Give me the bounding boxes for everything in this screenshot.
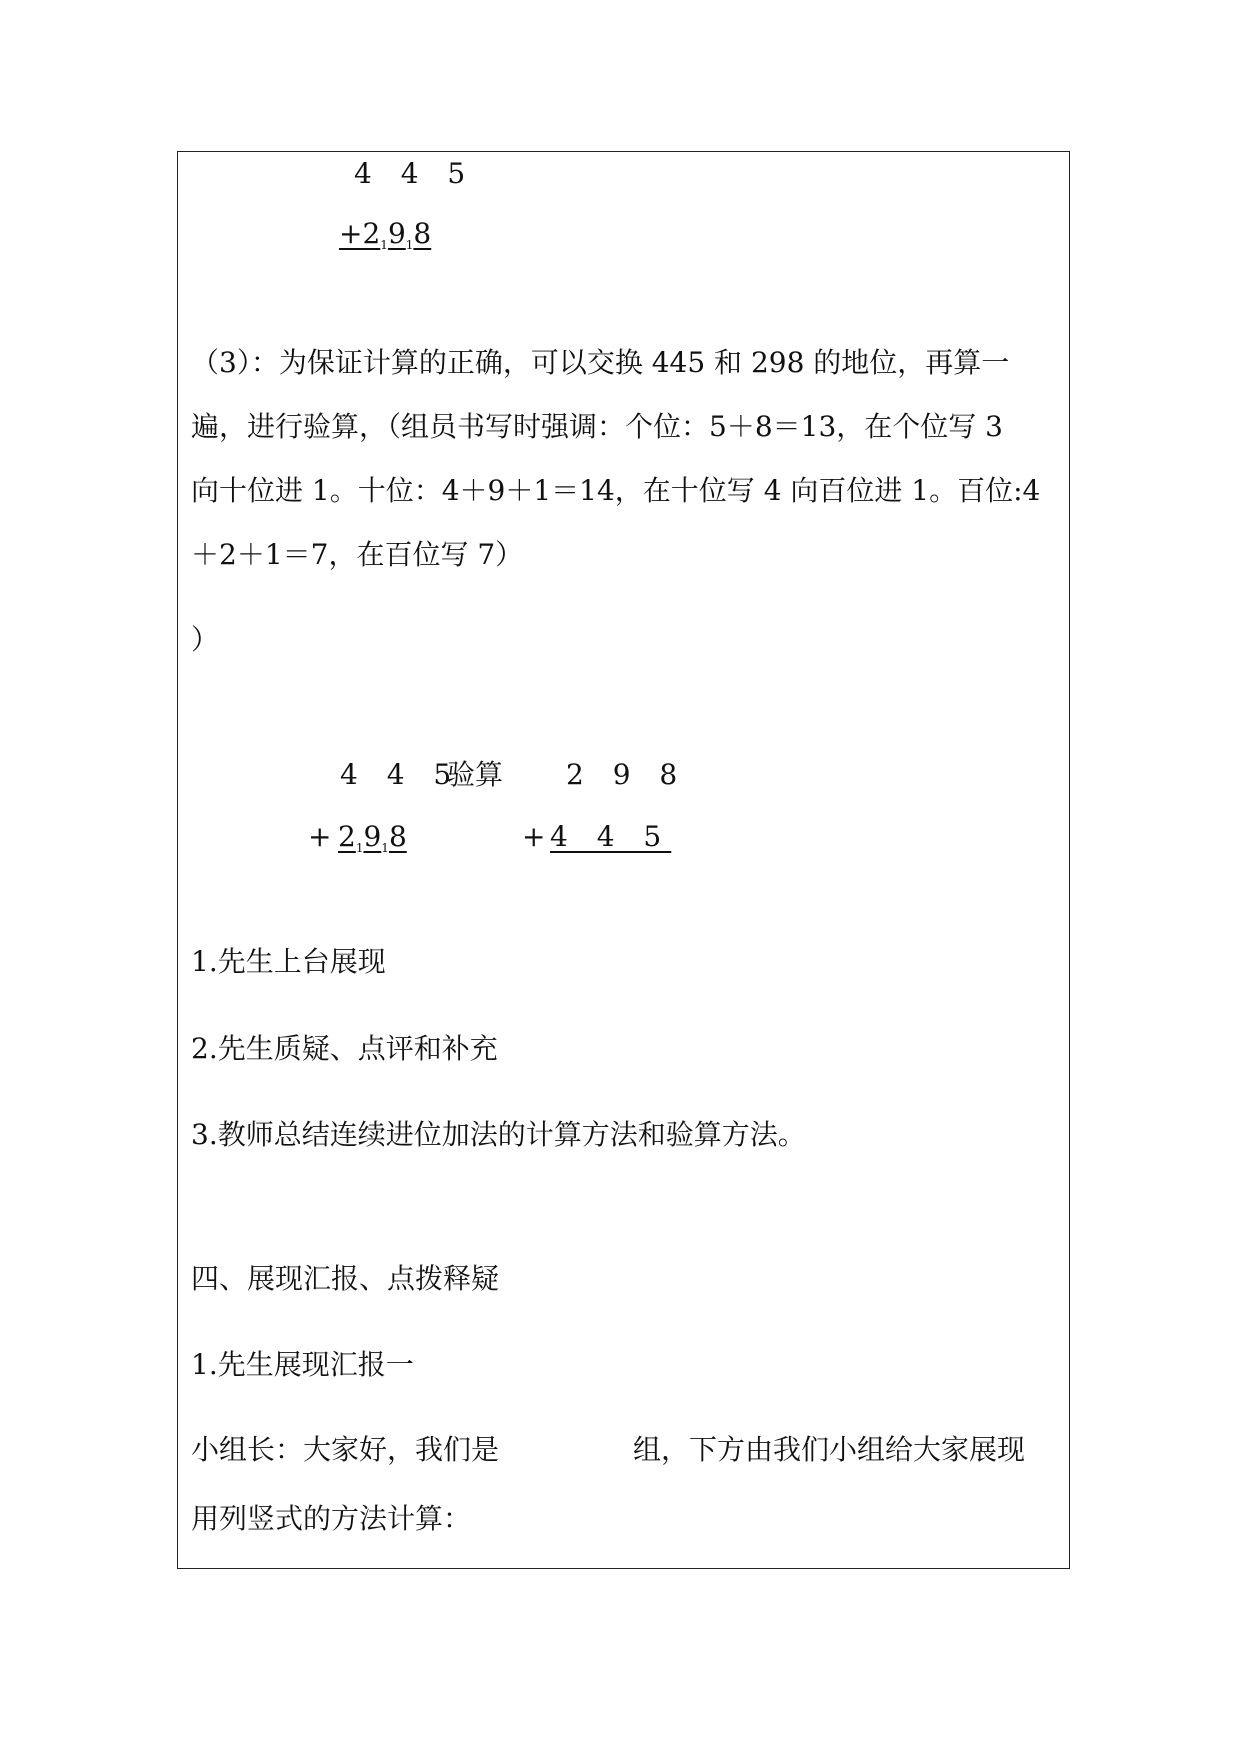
digit: 9 <box>387 217 406 250</box>
step-item: 3.教师总结连续进位加法的计算方法和验算方法。 <box>191 1118 806 1151</box>
section-heading: 四、展现汇报、点拨释疑 <box>191 1262 500 1295</box>
digit: 8 <box>413 217 432 250</box>
calc2-left-top: 4 4 5 <box>340 758 462 791</box>
section-item: 1.先生展现汇报一 <box>191 1348 414 1381</box>
carry-mark: 1 <box>405 238 414 252</box>
leader-text: 组，下方由我们小组给大家展现 <box>633 1433 1026 1466</box>
calc2-right-addend: 4 4 5 <box>550 820 672 853</box>
calc2-right-plus: + <box>522 820 546 853</box>
digit: 2 <box>362 217 381 250</box>
digit: 2 <box>338 820 356 853</box>
calc1-top-number: 4 4 5 <box>354 157 476 190</box>
step-item: 2.先生质疑、点评和补充 <box>191 1032 498 1065</box>
calc2-verify-label: 验算 <box>447 758 504 791</box>
step3-line: 向十位进 1。十位：4＋9＋1＝14，在十位写 4 向百位进 1。百位:4 <box>191 474 1041 507</box>
digit: 8 <box>388 820 407 853</box>
closing-paren: ） <box>191 623 220 656</box>
leader-text: 用列竖式的方法计算： <box>191 1502 472 1535</box>
calc1-addend-line <box>339 216 431 263</box>
step3-line: 遍，进行验算，（组员书写时强调：个位：5＋8＝13，在个位写 3 <box>191 410 1003 443</box>
plus-sign: + <box>339 217 363 250</box>
calc2-right-top: 2 9 8 <box>566 758 688 791</box>
step3-line: （3）：为保证计算的正确，可以交换 445 和 298 的地位，再算一 <box>191 346 1010 379</box>
digit: 9 <box>363 820 382 853</box>
carry-mark: 1 <box>380 238 388 252</box>
step-item: 1.先生上台展现 <box>191 945 386 978</box>
calc2-left-addend <box>324 819 421 866</box>
step3-line: ＋2＋1＝7，在百位写 7） <box>191 538 524 571</box>
carry-mark: 1 <box>355 841 364 855</box>
carry-mark: 1 <box>381 841 389 855</box>
leader-text: 小组长：大家好，我们是 <box>191 1433 500 1466</box>
calc2-left-plus: + <box>308 820 332 853</box>
